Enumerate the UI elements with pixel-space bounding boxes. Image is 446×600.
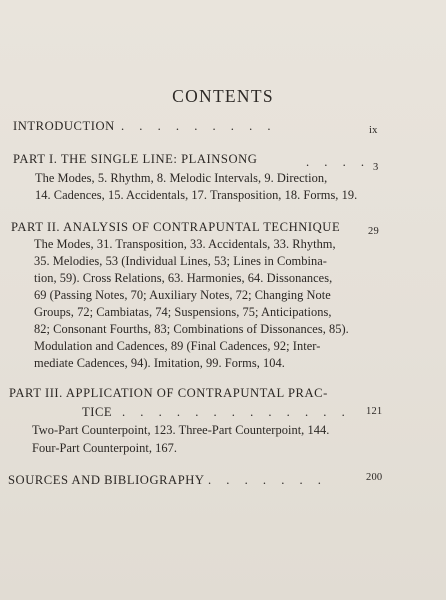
toc-leader-introduction: . . . . . . . . . <box>121 119 277 133</box>
toc-page-introduction: ix <box>369 125 378 136</box>
toc-heading-part-3-cont: TICE <box>82 405 113 419</box>
toc-heading-part-2: PART II. ANALYSIS OF CONTRAPUNTAL TECHNIQUE <box>11 220 341 234</box>
toc-body-line: Two-Part Counterpoint, 123. Three-Part Counterpoint, 144. <box>32 423 330 437</box>
toc-leader-sources: . . . . . . . <box>208 473 327 487</box>
toc-body-line: 82; Consonant Fourths, 83; Combinations of Dissonances, 85). <box>34 322 349 336</box>
toc-heading-part-3: PART III. APPLICATION OF CONTRAPUNTAL PRAC- <box>9 386 328 400</box>
toc-page-part-2: 29 <box>368 226 379 237</box>
toc-body-line: Four-Part Counterpoint, 167. <box>32 441 178 455</box>
toc-body-line: 35. Melodies, 53 (Individual Lines, 53; Lines in Combina- <box>34 254 327 268</box>
toc-body-line: Modulation and Cadences, 89 (Final Cadences, 92; Inter- <box>34 339 321 353</box>
toc-page-part-1: 3 <box>373 162 379 173</box>
toc-body-line: Groups, 72; Cambiatas, 74; Suspensions, 75; Anticipations, <box>34 305 332 319</box>
toc-body-line: 69 (Passing Notes, 70; Auxiliary Notes, 72; Changing Note <box>34 288 331 302</box>
toc-page-part-3: 121 <box>366 406 383 417</box>
toc-body-line: tion, 59). Cross Relations, 63. Harmonies, 64. Dissonances, <box>34 271 333 285</box>
toc-heading-introduction: INTRODUCTION <box>13 119 115 133</box>
toc-page-sources: 200 <box>366 472 383 483</box>
toc-heading-part-1: PART I. THE SINGLE LINE: PLAINSONG <box>13 152 258 166</box>
toc-body-line: The Modes, 31. Transposition, 33. Accidentals, 33. Rhythm, <box>34 237 336 251</box>
toc-heading-sources: SOURCES AND BIBLIOGRAPHY <box>8 473 205 487</box>
toc-leader-part-1: . . . . <box>306 155 371 169</box>
toc-body-line: 14. Cadences, 15. Accidentals, 17. Transposition, 18. Forms, 19. <box>35 188 358 202</box>
toc-leader-part-3: . . . . . . . . . . . . . <box>122 405 351 419</box>
toc-body-line: mediate Cadences, 94). Imitation, 99. Forms, 104. <box>34 356 285 370</box>
toc-body-line: The Modes, 5. Rhythm, 8. Melodic Intervals, 9. Direction, <box>35 171 328 185</box>
page-title: CONTENTS <box>172 86 274 106</box>
